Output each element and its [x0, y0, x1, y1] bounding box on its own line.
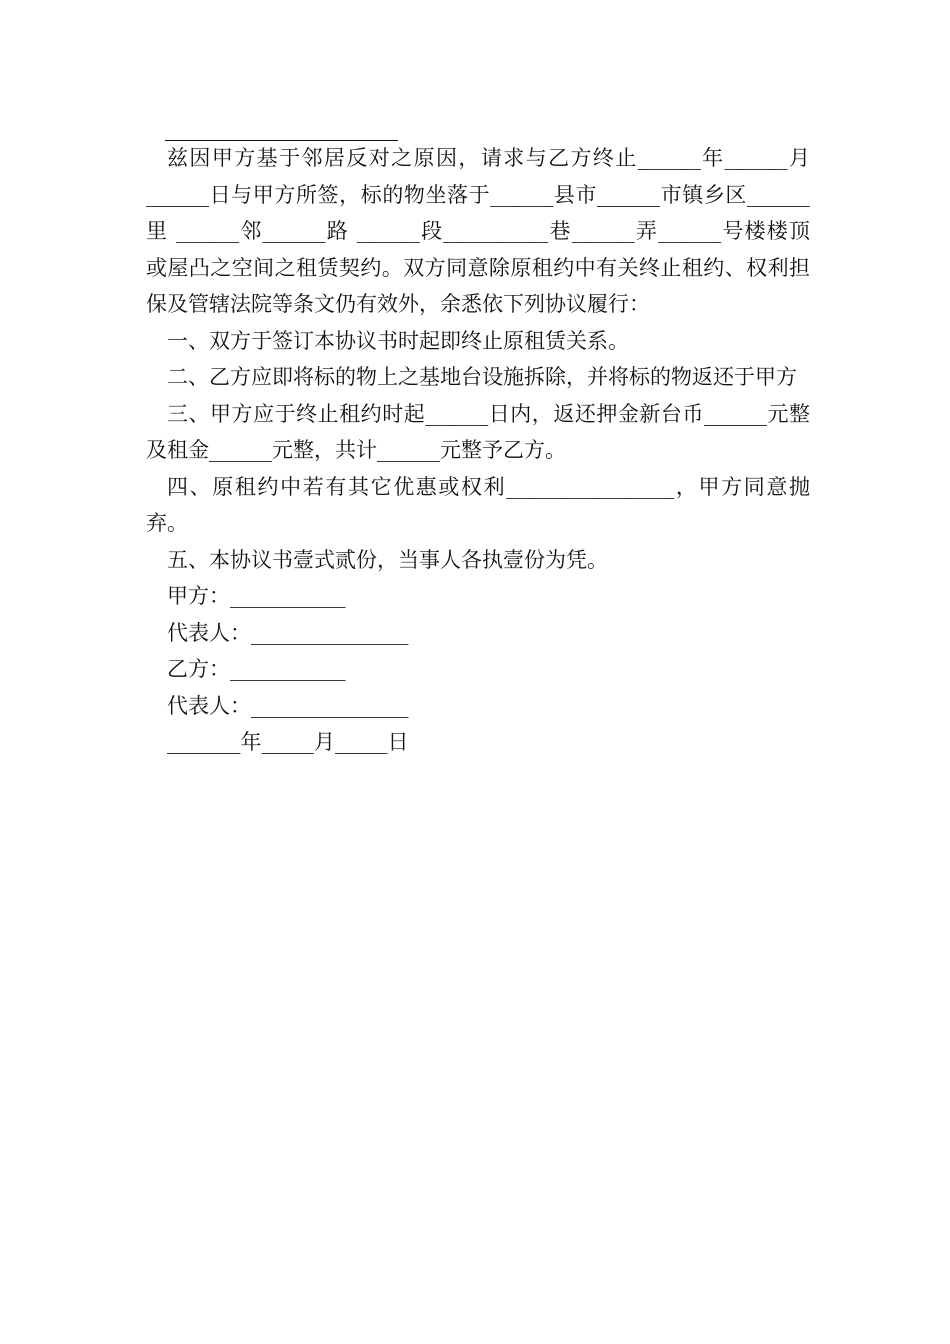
clause-5: 五、本协议书壹式贰份，当事人各执壹份为凭。	[167, 547, 608, 572]
clause-3: 三、甲方应于终止租约时起______日内，返还押金新台币______元整及租金______元整，共计______元整予乙方。	[146, 401, 810, 462]
party-b-line: 乙方：___________	[167, 657, 346, 681]
clause-4: 四、原租约中若有其它优惠或权利________________，甲方同意抛弃。	[146, 474, 810, 535]
clause-1: 一、双方于签订本协议书时起即终止原租赁关系。	[167, 328, 629, 353]
representative-b-line: 代表人：_______________	[167, 693, 409, 718]
date-line: _______年_____月_____日	[167, 730, 409, 754]
representative-a-line: 代表人：_______________	[167, 620, 409, 645]
party-a-line: 甲方：___________	[167, 584, 346, 608]
clause-2: 二、乙方应即将标的物上之基地台设施拆除，并将标的物返还于甲方	[167, 365, 797, 389]
agreement-body	[146, 118, 810, 761]
intro-paragraph: 兹因甲方基于邻居反对之原因，请求与乙方终止______年______月______日与甲方所签，标的物坐落于______县市______市镇乡区______里 ______邻______路 ______段__________巷______弄______号楼楼顶或屋凸之空间之租赁契约。双方同意除原租约中有关终止租约、权利担保及管辖法院等条文仍有效外，余悉依下列协议履行：	[146, 146, 810, 316]
